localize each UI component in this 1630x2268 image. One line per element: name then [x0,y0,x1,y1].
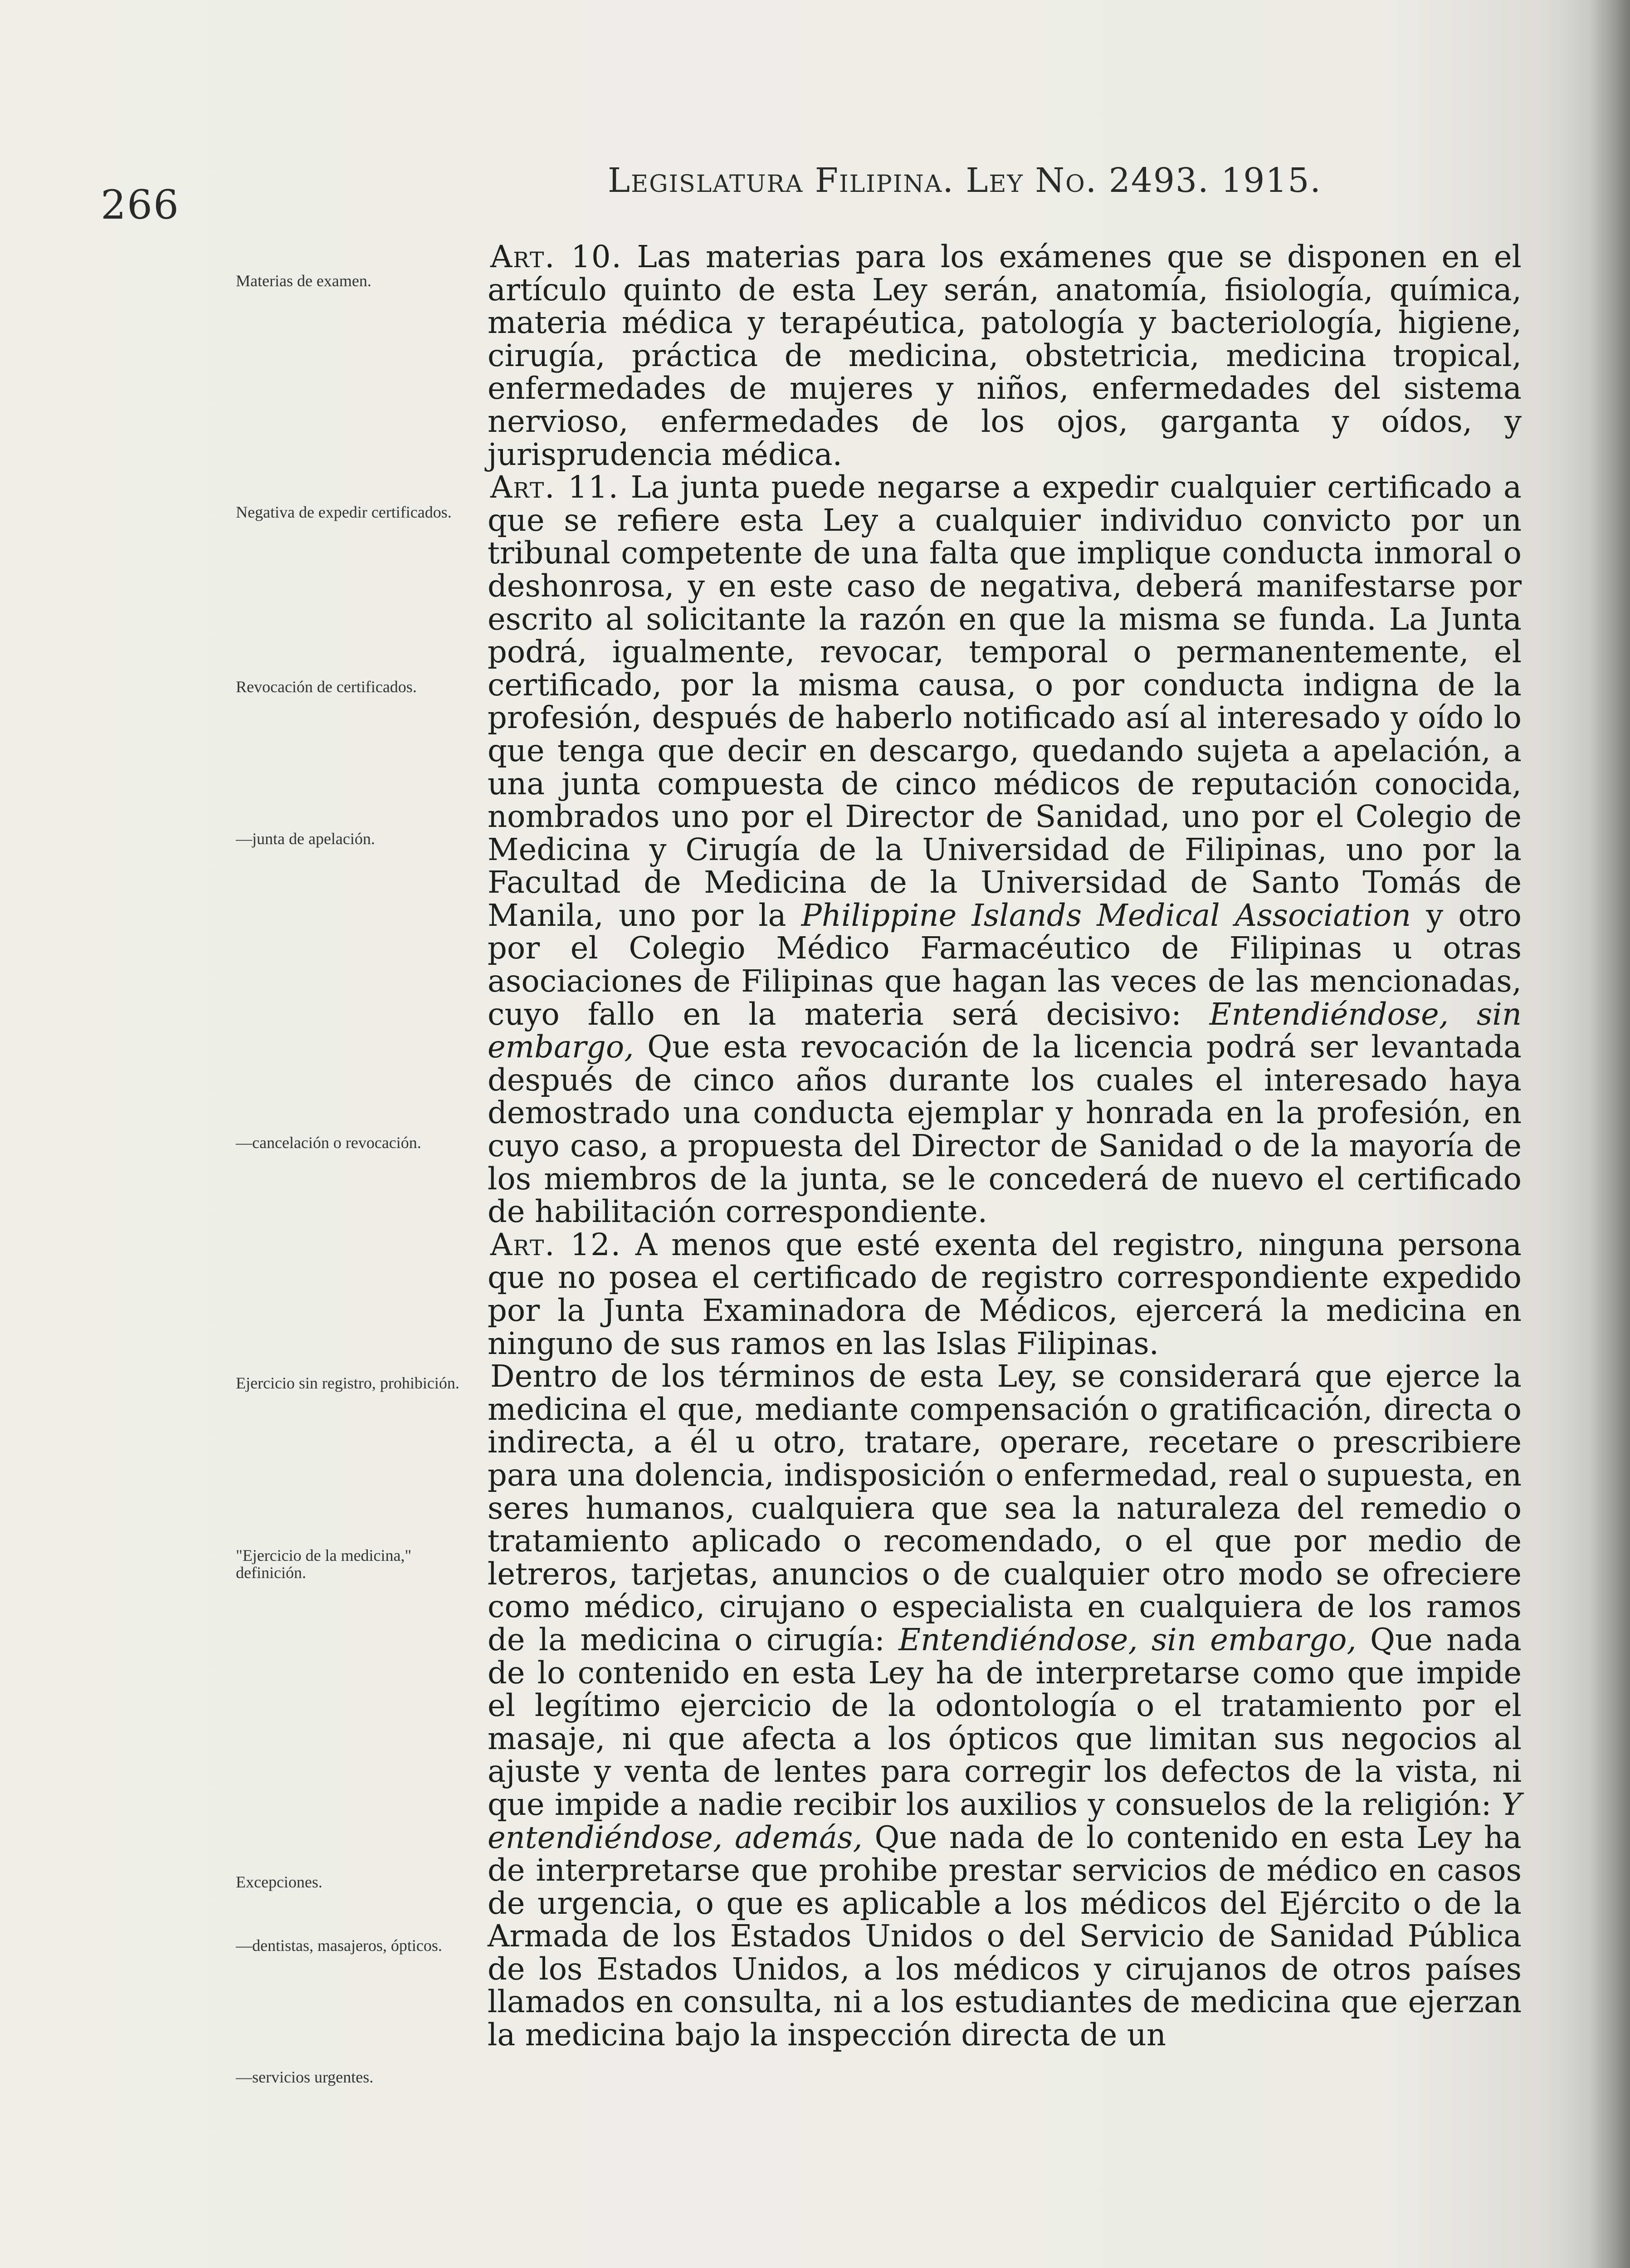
article-text: Dentro de los términos de esta Ley, se considerará que ejerce la medicina el que, mediante compensación o gratificación, directa o indirecta, a él u otro, tratare, operare, recetare o prescribiere para una dolencia, indisposición o enfermedad, real o supuesta, en seres humanos, cualquiera que sea la naturaleza del remedio o tratamiento aplicado o recomendado, o el que por medio de letreros, tarjetas, anuncios o de cualquier otro modo se ofreciere como médico, cirujano o especialista en cualquiera de los ramos de la medicina o cirugía: [488,1359,1522,1657]
margin-note-dentistas: —dentistas, masajeros, ópticos. [236,1936,442,1955]
margin-note-junta-apelacion: —junta de apelación. [236,830,375,848]
article-10 [488,240,1522,471]
article-12-definition [488,1360,1522,2051]
article-label: Art. 10. [490,239,622,274]
page-edge-shadow [1589,0,1630,2268]
article-italic-text: Y entendiéndose, además, [488,1786,1522,1855]
article-text: Que esta revocación de la licencia podrá ser levantada después de cinco años durante los cuales el interesado haya demostrado una conducta ejemplar y honrada en la profesión, en cuyo caso, a propuesta del Director de Sanidad o de la mayoría de los miembros de la junta, se le concederá de nuevo el certificado de habilitación correspondiente. [488,1029,1522,1230]
article-12 [488,1228,1522,1360]
margin-note-materias: Materias de examen. [236,272,371,290]
article-text: Que nada de lo contenido en esta Ley ha de interpretarse como que impide el legítimo ejercicio de la odontología o el tratamiento por el masaje, ni que afecta a los ópticos que limitan sus negocios al ajuste y venta de lentes para corregir los defectos de la vista, ni que impide a nadie recibir los auxilios y consuelos de la religión: [488,1622,1522,1822]
article-text: y otro por el Colegio Médico Farmacéutico de Filipinas u otras asociaciones de Filipinas que hagan las veces de las mencionadas, cuyo fallo en la materia será decisivo: [488,897,1522,1032]
margin-note-negativa: Negativa de expedir certificados. [236,503,452,521]
body-text [488,240,1522,2052]
running-head: Legislatura Filipina. Ley No. 2493. 1915. [608,161,1322,200]
margin-note-cancelacion: —cancelación o revocación. [236,1134,421,1152]
margin-note-revocacion: Revocación de certificados. [236,678,417,696]
article-italic-text: Entendiéndose, sin embargo, [898,1622,1357,1657]
margin-note-ejercicio-sin-registro: Ejercicio sin registro, prohibición. [236,1374,459,1392]
article-label: Art. 11. [490,469,619,505]
article-label: Art. 12. [490,1227,622,1262]
article-text: Las materias para los exámenes que se disponen en el artículo quinto de esta Ley serán, anatomía, fisiología, química, materia médica y terapéutica, patología y bacteriología, higiene, cirugía, práctica de medicina, obstetricia, medicina tropical, enfermedades de mujeres y niños, enfermedades del sistema nervioso, enfermedades de los ojos, garganta y oídos, y jurisprudencia médica. [488,239,1522,472]
margin-note-excepciones: Excepciones. [236,1873,322,1891]
article-text: La junta puede negarse a expedir cualquier certificado a que se refiere esta Ley a cualquier individuo convicto por un tribunal competente de una falta que implique conducta inmoral o deshonrosa, y en este caso de negativa, deberá manifestarse por escrito al solicitante la razón en que la misma se funda. La Junta podrá, igualmente, revocar, temporal o permanentemente, el certificado, por la misma causa, o por conducta indigna de la profesión, después de haberlo notificado así al interesado y oído lo que tenga que decir en descargo, quedando sujeta a apelación, a una junta compuesta de cinco médicos de reputación conocida, nombrados uno por el Director de Sanidad, uno por el Colegio de Medicina y Cirugía de la Universidad de Filipinas, uno por la Facultad de Medicina de la Universidad de Santo Tomás de Manila, uno por la [488,469,1522,933]
article-11 [488,471,1522,1228]
article-text: A menos que esté exenta del registro, ninguna persona que no posea el certificado de registro correspondiente expedido por la Junta Examinadora de Médicos, ejercerá la medicina en ninguno de sus ramos en las Islas Filipinas. [488,1227,1522,1361]
article-italic-text: Entendiéndose, sin embargo, [488,996,1522,1065]
margin-note-servicios-urgentes: —servicios urgentes. [236,2068,374,2086]
page-number: 266 [101,181,180,228]
margin-note-definicion: "Ejercicio de la medicina," definición. [236,1546,412,1582]
article-italic-text: Philippine Islands Medical Association [801,897,1411,933]
article-text: Que nada de lo contenido en esta Ley ha de interpretarse que prohibe prestar servicios de médico en casos de urgencia, o que es aplicable a los médicos del Ejército o de la Armada de los Estados Unidos o del Servicio de Sanidad Pública de los Estados Unidos, a los médicos y cirujanos de otros países llamados en consulta, ni a los estudiantes de medicina que ejerzan la medicina bajo la inspección directa de un [488,1819,1522,2053]
